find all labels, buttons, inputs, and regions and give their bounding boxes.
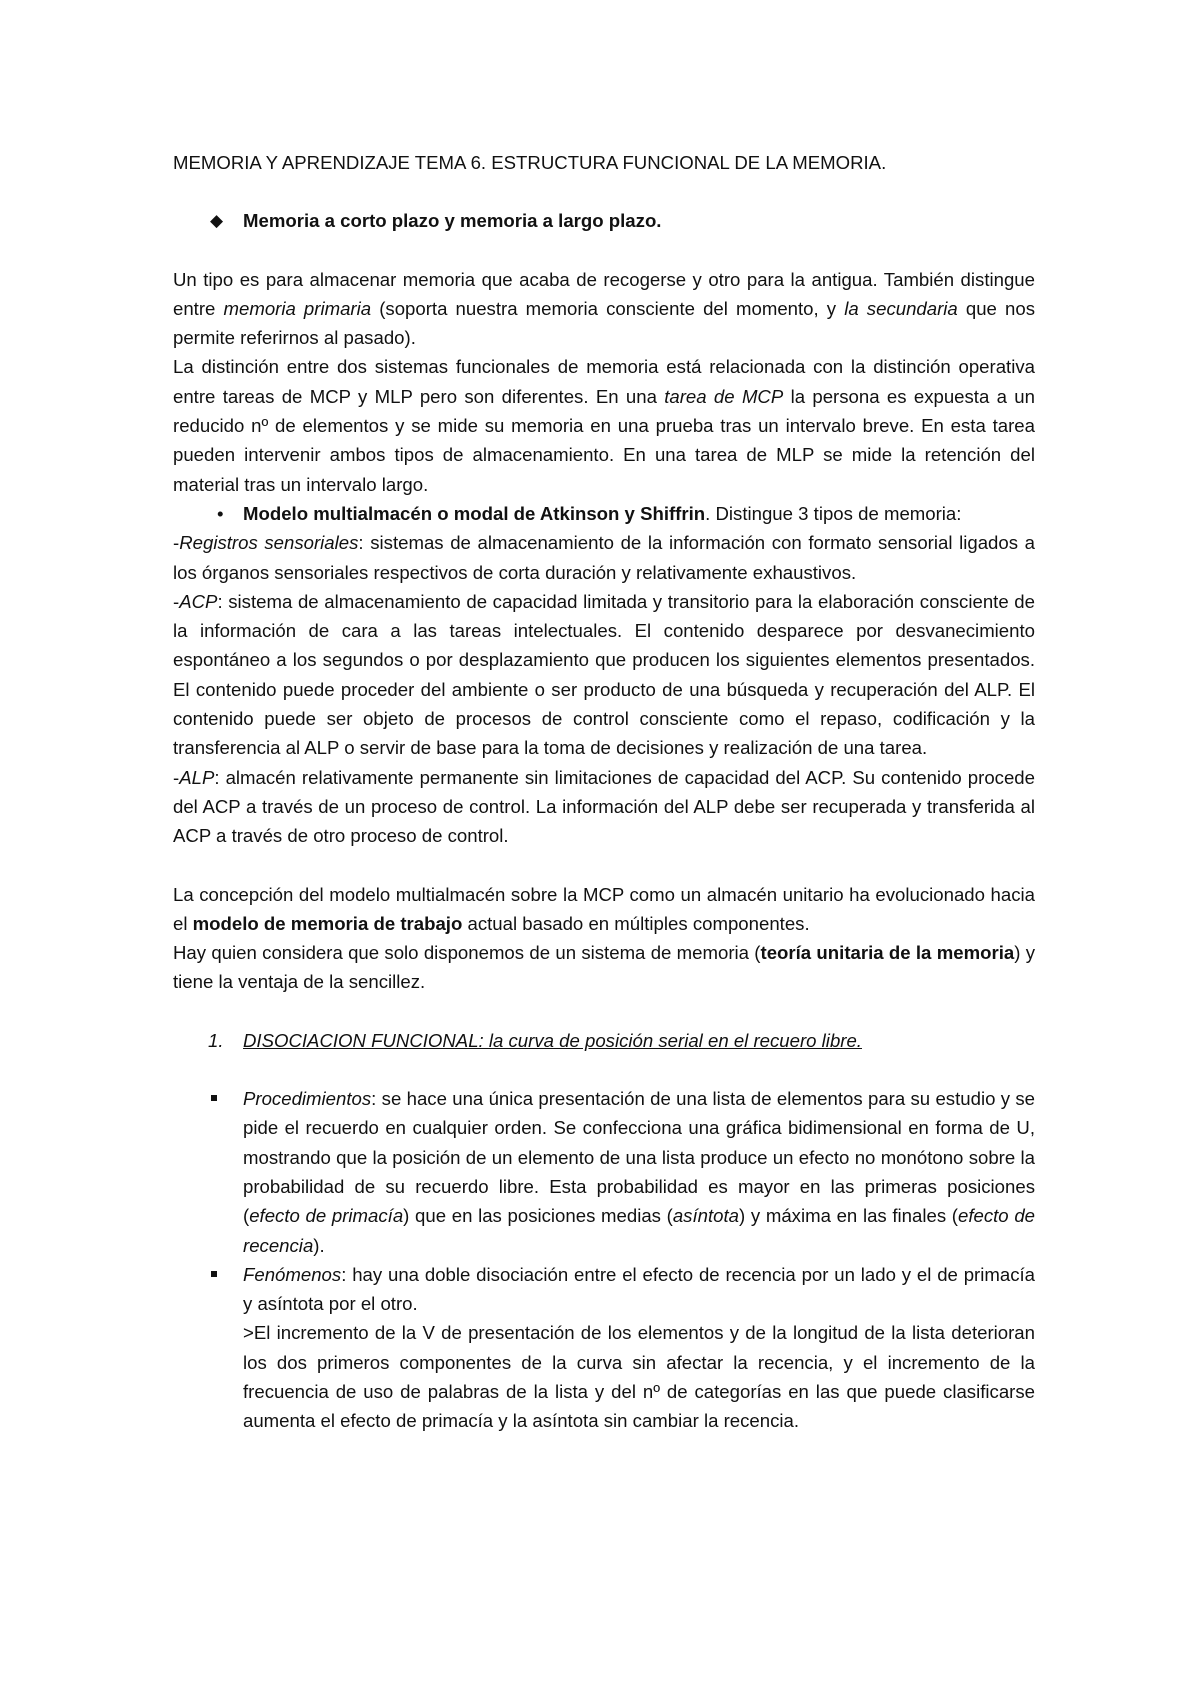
document-title: MEMORIA Y APRENDIZAJE TEMA 6. ESTRUCTURA FUNCIONAL DE LA MEMORIA.: [173, 152, 887, 173]
paragraph-alp: -ALP: almacén relativamente permanente sin limitaciones de capacidad del ACP. Su contenido procede del ACP a través de un proceso de control. La información del ALP debe ser recuperada y transferida al ACP a través de otro proceso de control.: [173, 766, 1035, 847]
document-page: [173, 148, 1035, 1436]
square-bullet-icon: [211, 1095, 217, 1101]
section-heading-text: Memoria a corto plazo y memoria a largo plazo.: [243, 210, 662, 232]
diamond-bullet-icon: ◆: [210, 211, 224, 231]
bullet-dot-icon: •: [217, 502, 224, 524]
square-item-phenomena: Fenómenos: hay una doble disociación entre el efecto de recencia por un lado y el de primacía y asíntota por el otro. >El incremento de la V de presentación de los elementos y de la longitud de la lista deterioran los dos primeros componentes de la curva sin afectar la recencia, y el incremento de la frecuencia de uso de palabras de la lista y del nº de categorías en las que puede clasificarse aumenta el efecto de primacía y la asíntota sin cambiar la recencia.: [173, 1260, 1035, 1436]
paragraph-acp: -ACP: sistema de almacenamiento de capacidad limitada y transitorio para la elaboración consciente de la información de cara a las tareas intelectuales. El contenido desparece por desvanecimiento espontáneo a los segundos o por desplazamiento que producen los siguientes elementos presentados. El contenido puede proceder del ambiente o ser producto de una búsqueda y recuperación del ALP. El contenido puede ser objeto de procesos de control consciente como el repaso, codificación y la transferencia al ALP o servir de base para la toma de decisiones y realización de una tarea.: [173, 590, 1035, 759]
square-bullet-icon: [211, 1271, 217, 1277]
section-heading: [173, 206, 1035, 235]
square-item-procedures: Procedimientos: se hace una única presentación de una lista de elementos para su estudio y se pide el recuerdo en cualquier orden. Se confecciona una gráfica bidimensional en forma de U, mostrando que la posición de un elemento de una lista produce un efecto no monótono sobre la probabilidad de su recuerdo libre. Esta probabilidad es mayor en las primeras posiciones (efecto de primacía) que en las posiciones medias (asíntota) y máxima en las finales (efecto de recencia).: [173, 1084, 1035, 1260]
numbered-heading-1: [173, 1026, 1035, 1055]
list-number: 1.: [208, 1029, 224, 1051]
bullet-atkinson-shiffrin: • Modelo multialmacén o modal de Atkinson y Shiffrin. Distingue 3 tipos de memoria:: [173, 499, 1035, 528]
numbered-heading-text: DISOCIACION FUNCIONAL: la curva de posición serial en el recuero libre.: [243, 1029, 862, 1051]
paragraph-unitary-theory: Hay quien considera que solo disponemos de un sistema de memoria (teoría unitaria de la memoria) y tiene la ventaja de la sencillez.: [173, 942, 1035, 993]
paragraph-working-memory: La concepción del modelo multialmacén sobre la MCP como un almacén unitario ha evolucionado hacia el modelo de memoria de trabajo actual basado en múltiples componentes.: [173, 883, 1035, 934]
paragraph-sensory-registers: -Registros sensoriales: sistemas de almacenamiento de la información con formato sensorial ligados a los órganos sensoriales respectivos de corta duración y relativamente exhaustivos.: [173, 532, 1035, 583]
paragraph-distinction: La distinción entre dos sistemas funcionales de memoria está relacionada con la distinción operativa entre tareas de MCP y MLP pero son diferentes. En una tarea de MCP la persona es expuesta a un reducido nº de elementos y se mide su memoria en una prueba tras un intervalo breve. En esta tarea pueden intervenir ambos tipos de almacenamiento. En una tarea de MLP se mide la retención del material tras un intervalo largo.: [173, 356, 1035, 495]
paragraph-memory-types: Un tipo es para almacenar memoria que acaba de recogerse y otro para la antigua. También distingue entre memoria primaria (soporta nuestra memoria consciente del momento, y la secundaria que nos permite referirnos al pasado).: [173, 268, 1035, 349]
